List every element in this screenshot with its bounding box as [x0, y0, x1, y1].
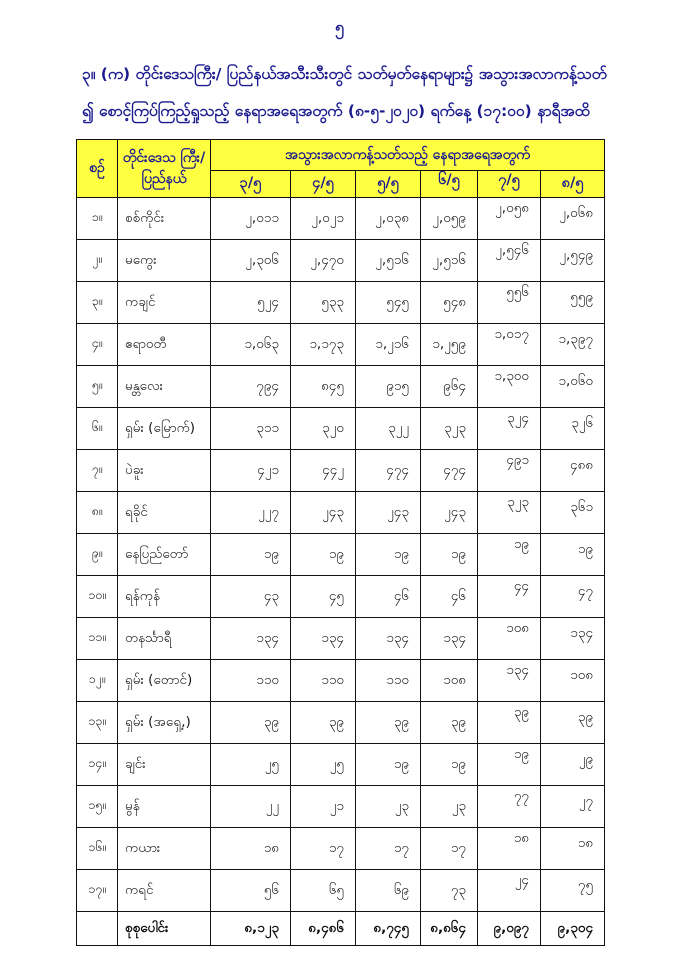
region-cell: ဧရာဝတီ [118, 324, 211, 366]
value-cell: ၄၇၄ [356, 450, 421, 492]
value-cell: ၁၉ [541, 534, 605, 576]
total-serial-cell [77, 912, 118, 946]
value-cell: ၁၀၈ [421, 660, 478, 702]
value-cell: ၁၇ [421, 828, 478, 870]
table-row [77, 492, 605, 534]
value-cell: ၄၄၂ [291, 450, 356, 492]
value-cell: ၁၉ [478, 744, 541, 786]
value-cell: ၁၀၈ [478, 618, 541, 660]
value-cell: ၅၃၃ [291, 282, 356, 324]
value-cell: ၈၄၅ [291, 366, 356, 408]
value-cell: ၁၉ [478, 534, 541, 576]
table-body [77, 198, 605, 912]
table-header [77, 140, 605, 198]
header-date-6: ၈/၅ [541, 171, 605, 198]
table-row [77, 786, 605, 828]
table-row [77, 534, 605, 576]
total-value: ၉,၀၉၇ [478, 912, 541, 946]
region-cell: ရန်ကုန် [118, 576, 211, 618]
value-cell: ၁,၁၇၃ [291, 324, 356, 366]
value-cell: ၁၉ [421, 744, 478, 786]
table-row [77, 450, 605, 492]
value-cell: ၁,၃၀၀ [478, 366, 541, 408]
region-cell: ရှမ်း (အရှေ့,) [118, 702, 211, 744]
value-cell: ၅၅၆ [478, 282, 541, 324]
serial-cell: ၁၃။ [77, 702, 118, 744]
value-cell: ၃၂၃ [421, 408, 478, 450]
value-cell: ၁၃၄ [541, 618, 605, 660]
region-cell: စစ်ကိုင်း [118, 198, 211, 240]
region-cell: ရှမ်း (မြောက်) [118, 408, 211, 450]
value-cell: ၇၇ [478, 786, 541, 828]
value-cell: ၁၉ [421, 534, 478, 576]
table-row [77, 828, 605, 870]
value-cell: ၄၂၁ [211, 450, 291, 492]
value-cell: ၆၅ [291, 870, 356, 912]
header-date-3: ၅/၅ [356, 171, 421, 198]
value-cell: ၂၉ [541, 744, 605, 786]
table-row [77, 702, 605, 744]
table-row [77, 198, 605, 240]
value-cell: ၂၄ [478, 870, 541, 912]
table-row [77, 660, 605, 702]
region-cell: ရှမ်း (တောင်) [118, 660, 211, 702]
region-cell: ရခိုင် [118, 492, 211, 534]
serial-cell: ၁၁။ [77, 618, 118, 660]
value-cell: ၂,၅၄၉ [541, 240, 605, 282]
value-cell: ၁,၂၅၉ [421, 324, 478, 366]
value-cell: ၁၁၀ [291, 660, 356, 702]
value-cell: ၂,၅၁၆ [421, 240, 478, 282]
value-cell: ၃၂၄ [478, 408, 541, 450]
value-cell: ၁၃၄ [478, 660, 541, 702]
heading-line-1: ၃။ (က) တိုင်းဒေသကြီး/ ပြည်နယ်အသီးသီးတွင် သတ်မှတ်နေရာများ၌ အသွားအလာကန့်သတ် [82, 65, 607, 83]
value-cell: ၂,၃၀၆ [211, 240, 291, 282]
table-row [77, 576, 605, 618]
value-cell: ၂၅ [291, 744, 356, 786]
value-cell: ၁၈ [211, 828, 291, 870]
value-cell: ၂၄၃ [356, 492, 421, 534]
heading-line-2: ၍ စောင့်ကြပ်ကြည့်ရှုသည့် နေရာအရေအတွက် (၈-၅-၂၀၂၀) ရက်နေ့ (၁၇:၀၀) နာရီအထိ [82, 102, 590, 120]
value-cell: ၃၉ [291, 702, 356, 744]
region-cell: ကရင် [118, 870, 211, 912]
serial-cell: ၉။ [77, 534, 118, 576]
value-cell: ၃၉ [356, 702, 421, 744]
header-serial: စဉ် [77, 140, 118, 198]
value-cell: ၁၈ [541, 828, 605, 870]
value-cell: ၂၄၃ [421, 492, 478, 534]
serial-cell: ၁၄။ [77, 744, 118, 786]
value-cell: ၅၄၅ [356, 282, 421, 324]
serial-cell: ၇။ [77, 450, 118, 492]
value-cell: ၇၃ [421, 870, 478, 912]
total-value: ၈,၄၈၆ [291, 912, 356, 946]
table-row [77, 618, 605, 660]
restriction-table [76, 139, 605, 946]
serial-cell: ၁။ [77, 198, 118, 240]
value-cell: ၅၆ [211, 870, 291, 912]
value-cell: ၂၁ [291, 786, 356, 828]
header-date-4: ၆/၅ [421, 171, 478, 198]
value-cell: ၁၉ [356, 744, 421, 786]
value-cell: ၄၇၄ [421, 450, 478, 492]
region-cell: နေပြည်တော် [118, 534, 211, 576]
value-cell: ၄၆ [421, 576, 478, 618]
value-cell: ၂၄၃ [291, 492, 356, 534]
value-cell: ၃၆၁ [541, 492, 605, 534]
value-cell: ၂၅ [211, 744, 291, 786]
value-cell: ၄၄ [478, 576, 541, 618]
value-cell: ၄၅ [291, 576, 356, 618]
serial-cell: ၂။ [77, 240, 118, 282]
value-cell: ၁,၃၉၇ [541, 324, 605, 366]
table-row [77, 240, 605, 282]
total-label: စုစုပေါင်း [118, 912, 211, 946]
serial-cell: ၁၇။ [77, 870, 118, 912]
total-value: ၈,၁၂၃ [211, 912, 291, 946]
total-value: ၈,၇၄၅ [356, 912, 421, 946]
value-cell: ၅၅၉ [541, 282, 605, 324]
value-cell: ၁၃၄ [211, 618, 291, 660]
value-cell: ၂,၀၂၁ [291, 198, 356, 240]
serial-cell: ၁၆။ [77, 828, 118, 870]
value-cell: ၂,၀၃၈ [356, 198, 421, 240]
value-cell: ၄၃ [211, 576, 291, 618]
value-cell: ၁၇ [291, 828, 356, 870]
value-cell: ၃၁၁ [211, 408, 291, 450]
region-cell: မွန် [118, 786, 211, 828]
header-date-5: ၇/၅ [478, 171, 541, 198]
serial-cell: ၃။ [77, 282, 118, 324]
value-cell: ၃၂၃ [478, 492, 541, 534]
value-cell: ၁,၂၁၆ [356, 324, 421, 366]
value-cell: ၂,၀၆၈ [541, 198, 605, 240]
table-footer [77, 912, 605, 946]
value-cell: ၉၆၄ [421, 366, 478, 408]
value-cell: ၂၃ [421, 786, 478, 828]
value-cell: ၁,၀၁၇ [478, 324, 541, 366]
value-cell: ၂၂၇ [211, 492, 291, 534]
region-cell: မကွေး [118, 240, 211, 282]
value-cell: ၁၉ [211, 534, 291, 576]
region-cell: ကယား [118, 828, 211, 870]
region-cell: မန္တလေး [118, 366, 211, 408]
value-cell: ၂,၀၅၉ [421, 198, 478, 240]
value-cell: ၁၃၄ [291, 618, 356, 660]
value-cell: ၉၁၅ [356, 366, 421, 408]
table-row [77, 366, 605, 408]
value-cell: ၁၃၄ [421, 618, 478, 660]
serial-cell: ၁၂။ [77, 660, 118, 702]
value-cell: ၃၂၂ [356, 408, 421, 450]
table-row [77, 408, 605, 450]
value-cell: ၁၃၄ [356, 618, 421, 660]
value-cell: ၄၇ [541, 576, 605, 618]
serial-cell: ၈။ [77, 492, 118, 534]
value-cell: ၃၉ [541, 702, 605, 744]
region-cell: ချင်း [118, 744, 211, 786]
serial-cell: ၅။ [77, 366, 118, 408]
value-cell: ၁၈ [478, 828, 541, 870]
value-cell: ၆၉ [356, 870, 421, 912]
serial-cell: ၆။ [77, 408, 118, 450]
header-date-1: ၃/၅ [211, 171, 291, 198]
value-cell: ၁၁၀ [211, 660, 291, 702]
serial-cell: ၁၀။ [77, 576, 118, 618]
header-date-2: ၄/၅ [291, 171, 356, 198]
value-cell: ၁၁၀ [356, 660, 421, 702]
total-value: ၈,၈၆၄ [421, 912, 478, 946]
serial-cell: ၁၅။ [77, 786, 118, 828]
value-cell: ၁,၀၆၀ [541, 366, 605, 408]
value-cell: ၃၉ [421, 702, 478, 744]
value-cell: ၄၆ [356, 576, 421, 618]
table-row [77, 282, 605, 324]
value-cell: ၁၉ [291, 534, 356, 576]
total-value: ၉,၃၀၄ [541, 912, 605, 946]
value-cell: ၂,၅၄၆ [478, 240, 541, 282]
value-cell: ၄၈၈ [541, 450, 605, 492]
value-cell: ၁,၀၆၃ [211, 324, 291, 366]
serial-cell: ၄။ [77, 324, 118, 366]
value-cell: ၃၉ [478, 702, 541, 744]
page-number: ၅ [335, 17, 344, 36]
region-cell: ကချင် [118, 282, 211, 324]
value-cell: ၂,၀၅၈ [478, 198, 541, 240]
value-cell: ၇၅ [541, 870, 605, 912]
value-cell: ၄၉၁ [478, 450, 541, 492]
value-cell: ၁၉ [356, 534, 421, 576]
table-row [77, 744, 605, 786]
value-cell: ၇၉၄ [211, 366, 291, 408]
value-cell: ၂၇ [541, 786, 605, 828]
table-row [77, 870, 605, 912]
value-cell: ၂,၄၇၀ [291, 240, 356, 282]
value-cell: ၂,၀၁၁ [211, 198, 291, 240]
value-cell: ၃၉ [211, 702, 291, 744]
value-cell: ၅၂၄ [211, 282, 291, 324]
header-group: အသွားအလာကန့်သတ်သည့် နေရာအရေအတွက် [211, 140, 605, 171]
value-cell: ၂၃ [356, 786, 421, 828]
value-cell: ၂,၅၁၆ [356, 240, 421, 282]
value-cell: ၅၄၈ [421, 282, 478, 324]
value-cell: ၁၀၈ [541, 660, 605, 702]
value-cell: ၁၇ [356, 828, 421, 870]
total-row [77, 912, 605, 946]
region-cell: ပဲခူး [118, 450, 211, 492]
table-row [77, 324, 605, 366]
value-cell: ၃၂၆ [541, 408, 605, 450]
header-region: တိုင်းဒေသ ကြီး/ ပြည်နယ် [118, 140, 211, 198]
value-cell: ၃၂၀ [291, 408, 356, 450]
region-cell: တနင်္သာရီ [118, 618, 211, 660]
document-heading [82, 56, 607, 130]
value-cell: ၂၂ [211, 786, 291, 828]
